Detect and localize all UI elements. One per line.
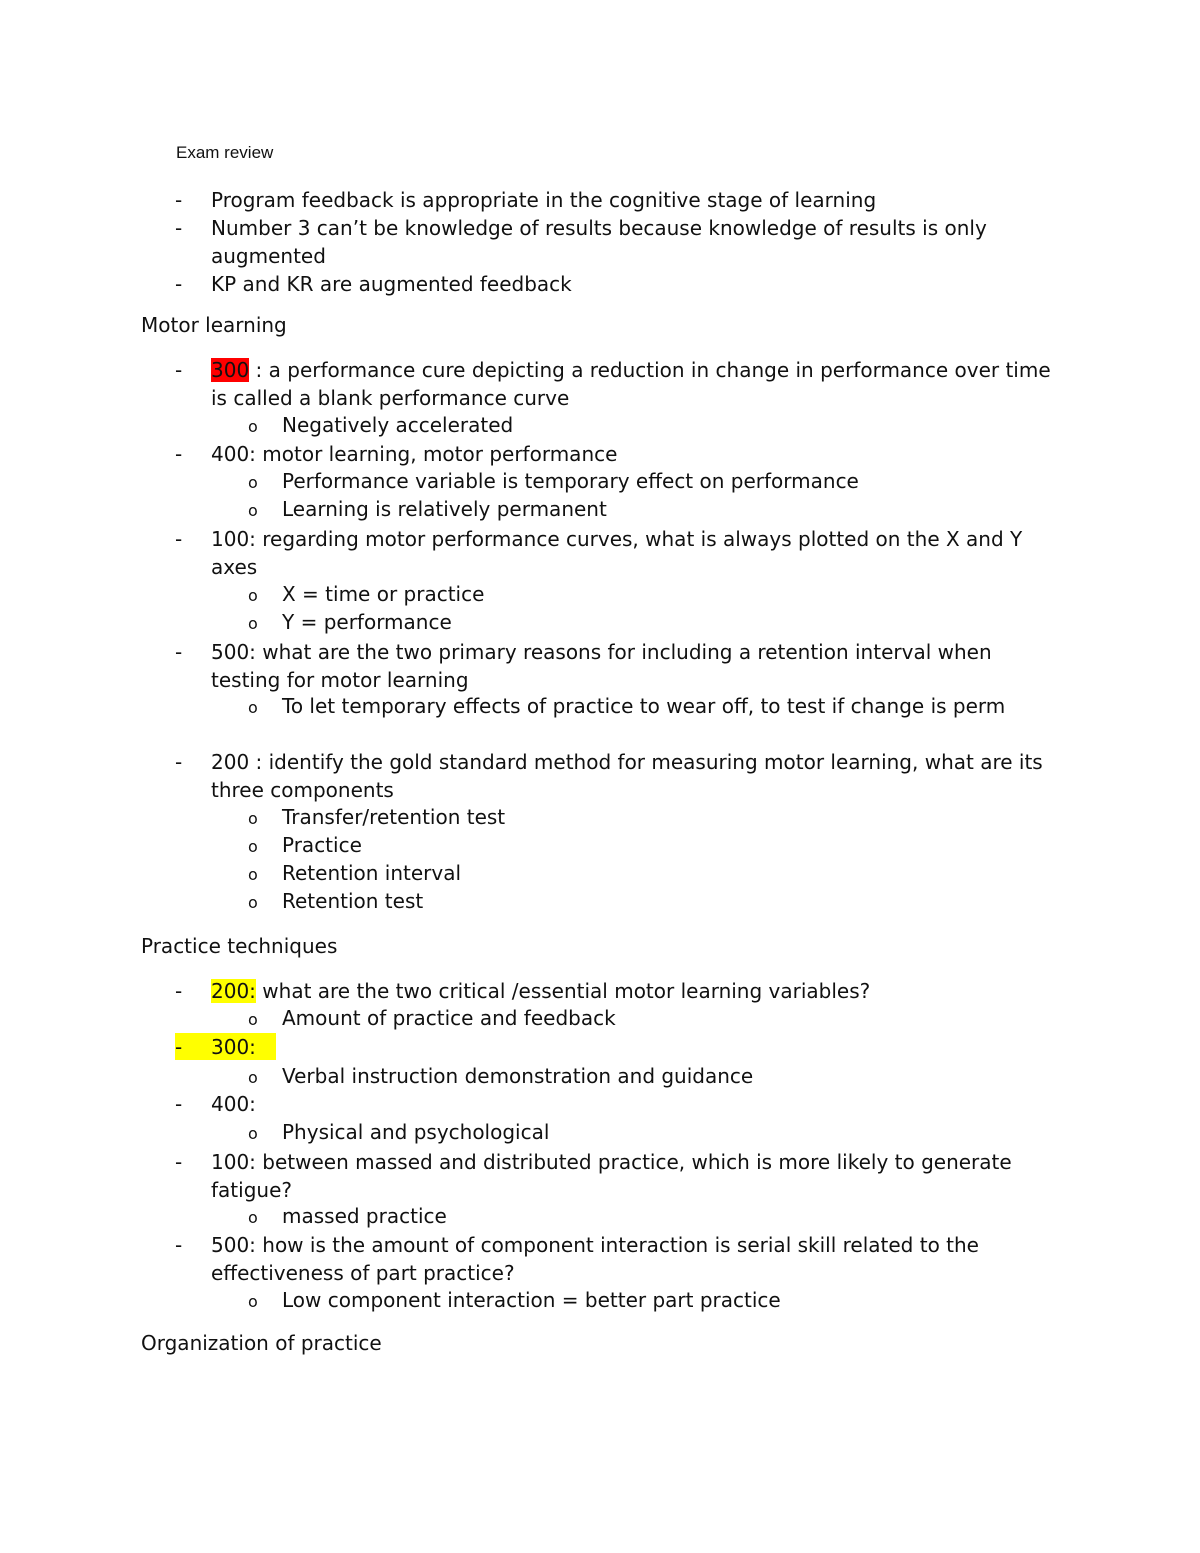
circle-bullet: o <box>248 809 258 828</box>
question-text: 500: what are the two primary reasons for including a retention interval when testing for motor learning <box>211 640 992 692</box>
answer-item <box>248 692 1048 720</box>
answer-text: Performance variable is temporary effect on performance <box>282 469 859 493</box>
question-body: what are the two critical /essential motor learning variables? <box>255 979 871 1003</box>
highlighted-points: 300 <box>211 358 250 382</box>
question-item <box>175 1033 1055 1061</box>
question-text: 400: motor learning, motor performance <box>211 442 618 466</box>
dash-bullet: - <box>175 1092 183 1116</box>
list-item <box>175 186 1055 214</box>
answer-text: Learning is relatively permanent <box>282 497 607 521</box>
question-item <box>175 1231 1055 1287</box>
dash-bullet: - <box>175 216 183 240</box>
circle-bullet: o <box>248 586 258 605</box>
circle-bullet: o <box>248 865 258 884</box>
circle-bullet: o <box>248 1010 258 1029</box>
list-item <box>175 214 1055 270</box>
circle-bullet: o <box>248 417 258 436</box>
question-text: 400: <box>211 1092 256 1116</box>
question-item <box>175 638 1055 694</box>
answer-text: Transfer/retention test <box>282 805 506 829</box>
answer-text: X = time or practice <box>282 582 485 606</box>
circle-bullet: o <box>248 1292 258 1311</box>
dash-bullet: - <box>175 188 183 212</box>
dash-bullet: - <box>175 442 183 466</box>
circle-bullet: o <box>248 837 258 856</box>
section-heading: Motor learning <box>141 313 287 337</box>
circle-bullet: o <box>248 1208 258 1227</box>
answer-text: Practice <box>282 833 362 857</box>
answer-text: massed practice <box>282 1204 447 1228</box>
answer-item <box>248 803 1048 831</box>
question-text: 100: regarding motor performance curves, what is always plotted on the X and Y axes <box>211 527 1023 579</box>
circle-bullet: o <box>248 1068 258 1087</box>
dash-bullet: - <box>175 1233 183 1257</box>
question-item <box>175 1148 1055 1204</box>
dash-bullet: - <box>175 640 183 664</box>
question-text: 200 : identify the gold standard method for measuring motor learning, what are its three components <box>211 750 1043 802</box>
circle-bullet: o <box>248 473 258 492</box>
answer-text: Retention test <box>282 889 424 913</box>
list-item-text: Program feedback is appropriate in the cognitive stage of learning <box>211 188 877 212</box>
answer-item <box>248 608 1048 636</box>
dash-bullet: - <box>175 1150 183 1174</box>
dash-bullet: - <box>175 750 183 774</box>
answer-item <box>248 859 1048 887</box>
dash-bullet: - <box>175 272 183 296</box>
dash-bullet: - <box>175 527 183 551</box>
answer-item <box>248 1202 1048 1230</box>
answer-text: Amount of practice and feedback <box>282 1006 616 1030</box>
answer-item <box>248 887 1048 915</box>
answer-text: Low component interaction = better part practice <box>282 1288 781 1312</box>
answer-text: To let temporary effects of practice to wear off, to test if change is perm <box>282 694 1006 718</box>
document-title: Exam review <box>176 143 274 162</box>
question-text <box>211 356 1055 412</box>
highlighted-points: 200: <box>211 979 256 1003</box>
answer-item <box>248 580 1048 608</box>
section-heading: Practice techniques <box>141 934 338 958</box>
answer-text: Retention interval <box>282 861 462 885</box>
circle-bullet: o <box>248 698 258 717</box>
question-item <box>175 1090 1055 1118</box>
circle-bullet: o <box>248 614 258 633</box>
list-item-text: KP and KR are augmented feedback <box>211 272 572 296</box>
question-text: 500: how is the amount of component interaction is serial skill related to the effectiveness of part practice? <box>211 1233 979 1285</box>
answer-item <box>248 411 1048 439</box>
circle-bullet: o <box>248 893 258 912</box>
answer-item <box>248 467 1048 495</box>
question-item <box>175 440 1055 468</box>
question-text: 300: <box>211 1035 256 1059</box>
circle-bullet: o <box>248 501 258 520</box>
answer-text: Y = performance <box>282 610 452 634</box>
answer-text: Physical and psychological <box>282 1120 550 1144</box>
list-item-text: Number 3 can’t be knowledge of results because knowledge of results is only augmented <box>211 216 987 268</box>
dash-bullet: - <box>175 1035 183 1059</box>
answer-item <box>248 1118 1048 1146</box>
circle-bullet: o <box>248 1124 258 1143</box>
answer-item <box>248 831 1048 859</box>
answer-item <box>248 1062 1048 1090</box>
dash-bullet: - <box>175 979 183 1003</box>
answer-text: Negatively accelerated <box>282 413 514 437</box>
section-heading: Organization of practice <box>141 1331 382 1355</box>
list-item <box>175 270 1055 298</box>
question-text: 100: between massed and distributed practice, which is more likely to generate fatigue? <box>211 1150 1012 1202</box>
answer-item <box>248 1286 1048 1314</box>
question-body: : a performance cure depicting a reduction in change in performance over time is called a blank performance curve <box>211 358 1051 410</box>
answer-item <box>248 495 1048 523</box>
answer-item <box>248 1004 1048 1032</box>
dash-bullet: - <box>175 358 183 382</box>
answer-text: Verbal instruction demonstration and guidance <box>282 1064 754 1088</box>
question-item <box>175 748 1055 804</box>
question-item <box>175 525 1055 581</box>
question-item <box>175 977 1055 1005</box>
question-text <box>211 977 1055 1005</box>
question-item <box>175 356 1055 412</box>
